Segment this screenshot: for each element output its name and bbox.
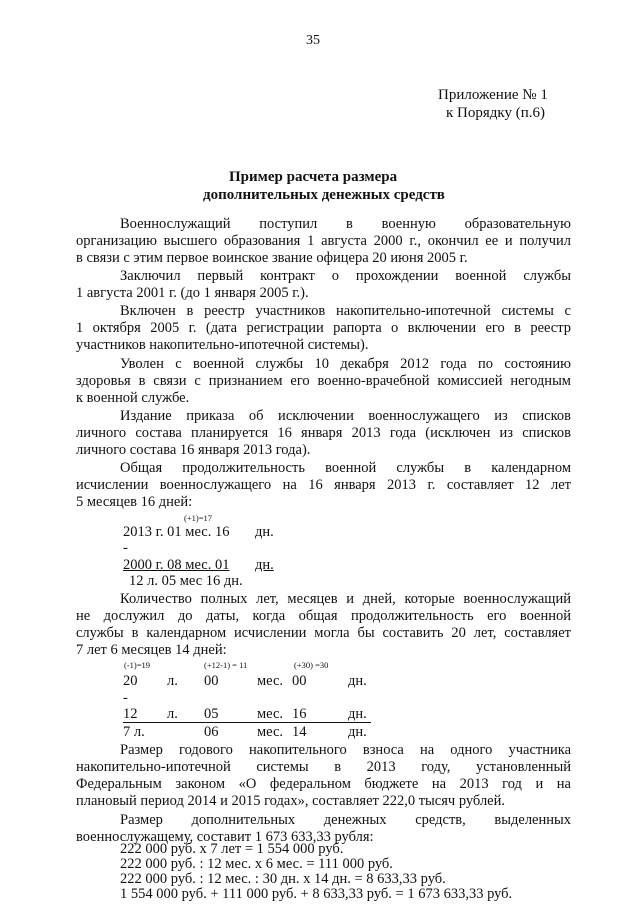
- paragraph-line: организацию высшего образования 1 августа 2000 г., окончил ее и получил: [76, 233, 571, 249]
- paragraph-line: военнослужащему, составит 1 673 633,33 рубля:: [76, 829, 374, 845]
- paragraph-line: Издание приказа об исключении военнослужащего из списков: [120, 408, 571, 424]
- calc-months: 05: [204, 706, 219, 722]
- paragraph-line: исчислении военнослужащего на 16 января 2013 г. составляет 12 лет: [76, 477, 571, 493]
- calc-unit: дн.: [255, 524, 274, 540]
- paragraph-line: личного состава планируется 16 января 2013 года (исключен из списков: [76, 425, 571, 441]
- paragraph-line: Включен в реестр участников накопительно-ипотечной системы с: [120, 303, 571, 319]
- calc-result: 12 л. 05 мес 16 дн.: [129, 573, 243, 589]
- calc-years: 12: [123, 706, 138, 722]
- appendix-line-2: к Порядку (п.6): [446, 105, 545, 121]
- calc-minus: -: [123, 540, 128, 556]
- calc-minus: -: [123, 690, 128, 706]
- calc-unit: мес.: [257, 724, 284, 740]
- calc-unit: л.: [167, 673, 178, 689]
- calc-years: 7 л.: [123, 724, 145, 740]
- formula-line: 222 000 руб. : 12 мес. х 6 мес. = 111 000 руб.: [120, 856, 393, 872]
- calc-days: 00: [292, 673, 307, 689]
- calc-superscript: (-1)=19: [124, 660, 151, 670]
- formula-line: 1 554 000 руб. + 111 000 руб. + 8 633,33 руб. = 1 673 633,33 руб.: [120, 886, 513, 902]
- paragraph-line: Размер годового накопительного взноса на одного участника: [120, 742, 571, 758]
- paragraph-line: в связи с этим первое воинское звание офицера 20 июня 2005 г.: [76, 250, 468, 266]
- paragraph-line: Заключил первый контракт о прохождении военной службы: [120, 268, 571, 284]
- calc-unit: дн.: [255, 557, 274, 573]
- paragraph-line: службы в календарном исчислении могла бы составить 20 лет, составляет: [76, 625, 571, 641]
- calc-months: 00: [204, 673, 219, 689]
- paragraph-line: 7 лет 6 месяцев 14 дней:: [76, 642, 227, 658]
- paragraph-line: Общая продолжительность военной службы в календарном: [120, 460, 571, 476]
- formula-line: 222 000 руб. : 12 мес. : 30 дн. х 14 дн. = 8 633,33 руб.: [120, 871, 446, 887]
- calc-superscript: (+1)=17: [184, 513, 212, 523]
- calc-superscript: (+30) =30: [294, 660, 329, 670]
- paragraph-line: накопительно-ипотечной системы в 2013 году, установленный: [76, 759, 571, 775]
- calc-unit: л.: [167, 706, 178, 722]
- paragraph-line: Количество полных лет, месяцев и дней, которые военнослужащий: [120, 591, 571, 607]
- paragraph-line: здоровья в связи с признанием его военно-врачебной комиссией негодным: [76, 373, 571, 389]
- calc-superscript: (+12-1) = 11: [204, 660, 248, 670]
- calc-underline: [123, 722, 371, 723]
- paragraph-line: к военной службе.: [76, 390, 190, 406]
- paragraph-line: Военнослужащий поступил в военную образовательную: [120, 216, 571, 232]
- paragraph-line: 1 октября 2005 г. (дата регистрации рапорта о включении его в реестр: [76, 320, 571, 336]
- calc-unit: дн.: [348, 724, 367, 740]
- paragraph-line: 5 месяцев 16 дней:: [76, 494, 193, 510]
- paragraph-line: участников накопительно-ипотечной системы).: [76, 337, 369, 353]
- paragraph-line: личного состава 16 января 2013 года).: [76, 442, 311, 458]
- calc-row: 2013 г. 01 мес. 16: [123, 524, 230, 540]
- formula-line: 222 000 руб. х 7 лет = 1 554 000 руб.: [120, 841, 344, 857]
- paragraph-line: Уволен с военной службы 10 декабря 2012 года по состоянию: [120, 356, 571, 372]
- title-line-1: Пример расчета размера: [229, 169, 398, 185]
- paragraph-line: Размер дополнительных денежных средств, выделенных: [120, 812, 571, 828]
- paragraph-line: 1 августа 2001 г. (до 1 января 2005 г.).: [76, 285, 309, 301]
- appendix-line-1: Приложение № 1: [438, 87, 548, 103]
- calc-months: 06: [204, 724, 219, 740]
- calc-row: 2000 г. 08 мес. 01: [123, 557, 230, 573]
- calc-unit: дн.: [348, 706, 367, 722]
- calc-days: 16: [292, 706, 307, 722]
- calc-unit: дн.: [348, 673, 367, 689]
- page-number: 35: [306, 33, 320, 48]
- paragraph-line: не дослужил до даты, когда общая продолжительность его военной: [76, 608, 571, 624]
- calc-days: 14: [292, 724, 307, 740]
- title-line-2: дополнительных денежных средств: [203, 187, 445, 203]
- calc-unit: мес.: [257, 706, 284, 722]
- paragraph-line: Федеральным законом «О федеральном бюджете на 2013 год и на: [76, 776, 571, 792]
- paragraph-line: плановый период 2014 и 2015 годах», составляет 222,0 тысяч рублей.: [76, 793, 506, 809]
- calc-unit: мес.: [257, 673, 284, 689]
- calc-years: 20: [123, 673, 138, 689]
